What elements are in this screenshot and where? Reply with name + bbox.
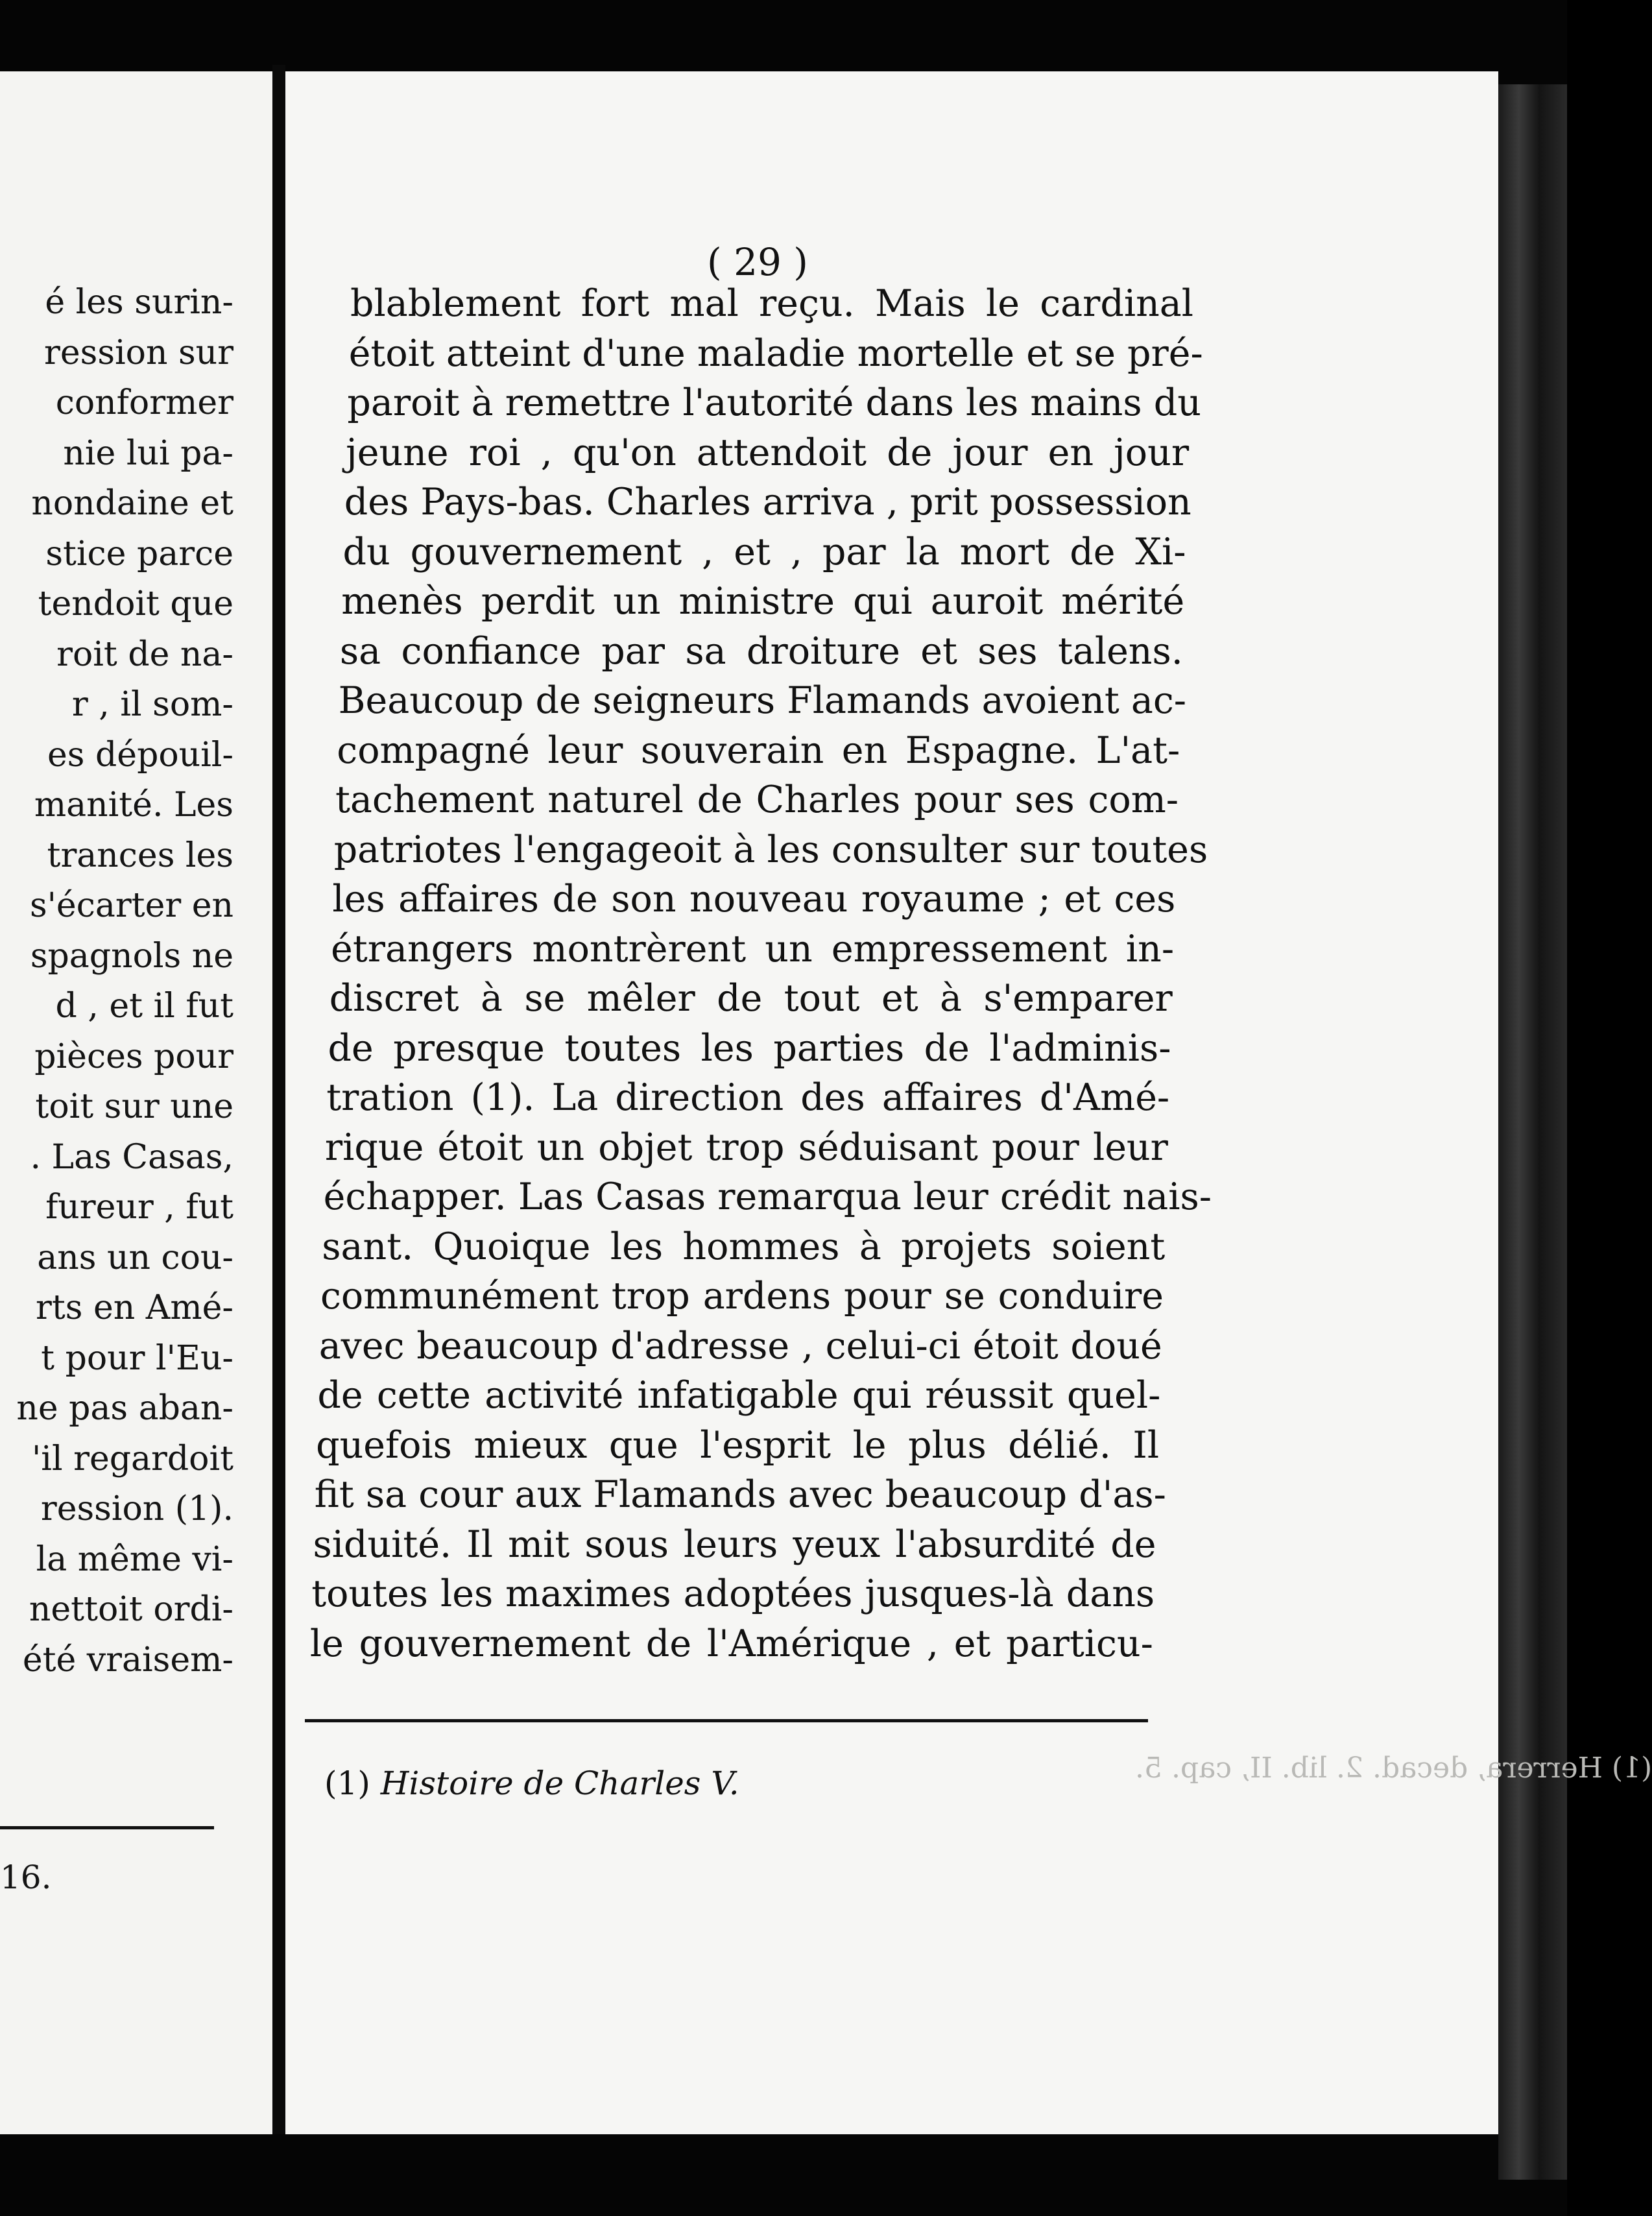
left-page-line: nettoit ordi- [29,1590,233,1629]
body-line: patriotes l'engageoit à les consulter sur toutes [333,828,1208,871]
body-line: du gouvernement , et , par la mort de Xi- [342,530,1186,573]
left-page-line: été vraisem- [22,1640,233,1680]
body-line: de presque toutes les parties de l'adminis- [328,1026,1171,1070]
page-number: ( 29 ) [707,240,808,284]
body-line: sant. Quoique les hommes à projets soient [322,1225,1166,1268]
page-edge [1498,84,1567,2180]
left-page-line: nie lui pa- [63,433,233,473]
body-line: compagné leur souverain en Espagne. L'at- [337,729,1180,772]
left-page-line: rts en Amé- [36,1288,233,1327]
show-through-text: (1) Herrera, decad. 2. lib. II, cap. 5. [1135,1752,1652,1785]
left-page-line: nondaine et [31,484,233,523]
body-line: toutes les maximes adoptées jusques-là dans [311,1572,1155,1615]
left-page-line: ne pas aban- [16,1389,233,1428]
left-page-line: stice parce [45,534,233,573]
body-line: siduité. Il mit sous leurs yeux l'absurdité de [313,1523,1156,1566]
left-page-line: tendoit que [38,584,233,623]
footnote-rule [305,1719,1148,1722]
footnote-number: (1) [324,1764,370,1802]
body-line: rique étoit un objet trop séduisant pour leur [324,1126,1168,1169]
body-line: fit sa cour aux Flamands avec beaucoup d'as- [314,1473,1166,1516]
body-line: quefois mieux que l'esprit le plus délié. Il [316,1423,1160,1467]
left-page-line: la même vi- [36,1539,233,1579]
footnote [324,1764,739,1802]
left-footnote: 16. [0,1859,52,1896]
left-page-line: pièces pour [34,1037,233,1076]
body-line: sa confiance par sa droiture et ses talens. [339,629,1183,673]
body-line: communément trop ardens pour se conduire [320,1275,1164,1318]
body-line: les affaires de son nouveau royaume ; et ces [332,878,1176,921]
left-page-line: manité. Les [34,786,233,825]
left-page-line: t pour l'Eu- [41,1338,233,1378]
body-line: étrangers montrèrent un empressement in- [331,927,1175,970]
left-page-line: spagnols ne [30,936,233,976]
body-line: de cette activité infatigable qui réussit quel- [317,1374,1161,1417]
left-page-line: trances les [47,836,233,875]
left-page-line: toit sur une [35,1087,233,1126]
body-line: menès perdit un ministre qui auroit mérité [341,580,1185,623]
body-line: avec beaucoup d'adresse , celui-ci étoit doué [318,1324,1162,1367]
left-page [0,71,272,2134]
body-line: jeune roi , qu'on attendoit de jour en jour [346,431,1190,474]
left-page-line: conformer [55,383,233,422]
body-line: discret à se mêler de tout et à s'emparer [329,977,1173,1020]
left-page-line: . Las Casas, [30,1137,233,1177]
left-footnote-rule [0,1826,214,1829]
left-page-line: ans un cou- [37,1238,233,1277]
body-line: des Pays-bas. Charles arriva , prit possession [344,481,1191,524]
book-gutter [272,65,285,2134]
body-line: tration (1). La direction des affaires d'Amé- [326,1076,1170,1119]
body-line: le gouvernement de l'Amérique , et particu- [309,1622,1153,1665]
left-page-line: r , il som- [71,685,233,724]
left-page-line: 'il regardoit [32,1439,233,1478]
left-page-line: roit de na- [56,634,233,674]
left-page-line: ression (1). [40,1489,233,1528]
left-page-line: s'écarter en [29,886,233,925]
footnote-text: Histoire de Charles V. [380,1764,739,1802]
left-page-line: d , et il fut [55,987,233,1026]
body-line: paroit à remettre l'autorité dans les mains du [347,381,1201,424]
left-page-line: es dépouil- [47,735,233,775]
body-line: tachement naturel de Charles pour ses com- [335,778,1179,821]
body-line: blablement fort mal reçu. Mais le cardinal [350,282,1193,325]
body-line: Beaucoup de seigneurs Flamands avoient ac- [338,679,1187,722]
left-page-line: fureur , fut [45,1188,233,1227]
left-page-line: é les surin- [45,283,233,322]
left-page-line: ression sur [44,333,233,372]
body-line: échapper. Las Casas remarqua leur crédit nais- [323,1175,1212,1218]
body-line: étoit atteint d'une maladie mortelle et se pré- [348,331,1203,375]
